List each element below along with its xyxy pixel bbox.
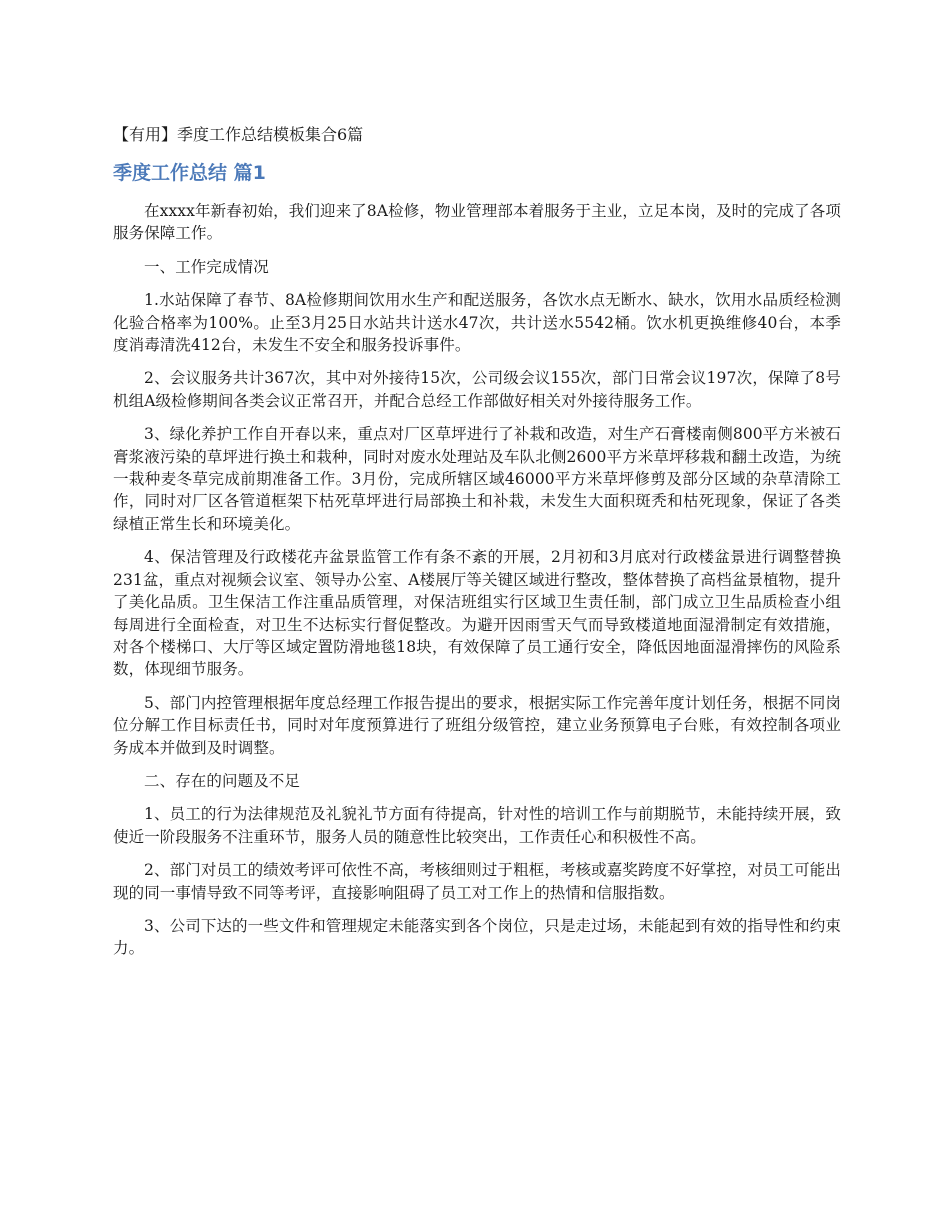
- paragraph-item-4: 4、保洁管理及行政楼花卉盆景监管工作有条不紊的开展，2月初和3月底对行政楼盆景进行调整替换231盆，重点对视频会议室、领导办公室、A楼展厅等关键区域进行整改，整体替换了高档盆景植物，提升了美化品质。卫生保洁工作注重品质管理，对保洁班组实行区域卫生责任制，部门成立卫生品质检查小组每周进行全面检查，对卫生不达标实行督促整改。为避开因雨雪天气而导致楼道地面湿滑制定有效措施，对各个楼梯口、大厅等区域定置防滑地毯18块，有效保障了员工通行安全，降低因地面湿滑摔伤的风险系数，体现细节服务。: [113, 548, 841, 679]
- paragraph-intro: 在xxxx年新春初始，我们迎来了8A检修，物业管理部本着服务于主业，立足本岗，及时的完成了各项服务保障工作。: [113, 202, 841, 243]
- paragraph-item-2: 2、会议服务共计367次，其中对外接待15次，公司级会议155次，部门日常会议197次，保障了8号机组A级检修期间各类会议正常召开，并配合总经工作部做好相关对外接待服务工作。: [113, 369, 841, 410]
- paragraph-problem-2: 2、部门对员工的绩效考评可依性不高，考核细则过于粗框，考核或嘉奖跨度不好掌控，对员工可能出现的同一事情导致不同等考评，直接影响阻碍了员工对工作上的热情和信服指数。: [113, 861, 841, 902]
- document-body: [113, 200, 841, 960]
- paragraph-problem-3: 3、公司下达的一些文件和管理规定未能落实到各个岗位，只是走过场，未能起到有效的指导性和约束力。: [113, 916, 841, 958]
- section-heading: 季度工作总结 篇1: [113, 162, 266, 184]
- document-title: 【有用】季度工作总结模板集合6篇: [113, 125, 364, 144]
- paragraph-item-5: 5、部门内控管理根据年度总经理工作报告提出的要求，根据实际工作完善年度计划任务，根据不同岗位分解工作目标责任书，同时对年度预算进行了班组分级管控，建立业务预算电子台账，有效控制各项业务成本并做到及时调整。: [113, 693, 841, 757]
- document-page: [113, 124, 841, 971]
- paragraph-item-3: 3、绿化养护工作自开春以来，重点对厂区草坪进行了补栽和改造，对生产石膏楼南侧800平方米被石膏浆液污染的草坪进行换土和栽种，同时对废水处理站及车队北侧2600平方米草坪移栽和翻土改造，为统一栽种麦冬草完成前期准备工作。3月份，完成所辖区域46000平方米草坪修剪及部分区域的杂草清除工作，同时对厂区各管道框架下枯死草坪进行局部换土和补栽，未发生大面积斑秃和枯死现象，保证了各类绿植正常生长和环境美化。: [113, 425, 841, 533]
- paragraph-subheading-2: 二、存在的问题及不足: [144, 771, 301, 790]
- paragraph-subheading-1: 一、工作完成情况: [144, 257, 269, 276]
- paragraph-item-1: 1.水站保障了春节、8A检修期间饮用水生产和配送服务，各饮水点无断水、缺水，饮用水品质经检测化验合格率为100%。止至3月25日水站共计送水47次，共计送水5542桶。饮水机更换维修40台，本季度消毒清洗412台，未发生不安全和服务投诉事件。: [113, 291, 841, 355]
- paragraph-problem-1: 1、员工的行为法律规范及礼貌礼节方面有待提高，针对性的培训工作与前期脱节，未能持续开展，致使近一阶段服务不注重环节，服务人员的随意性比较突出，工作责任心和积极性不高。: [113, 805, 841, 846]
